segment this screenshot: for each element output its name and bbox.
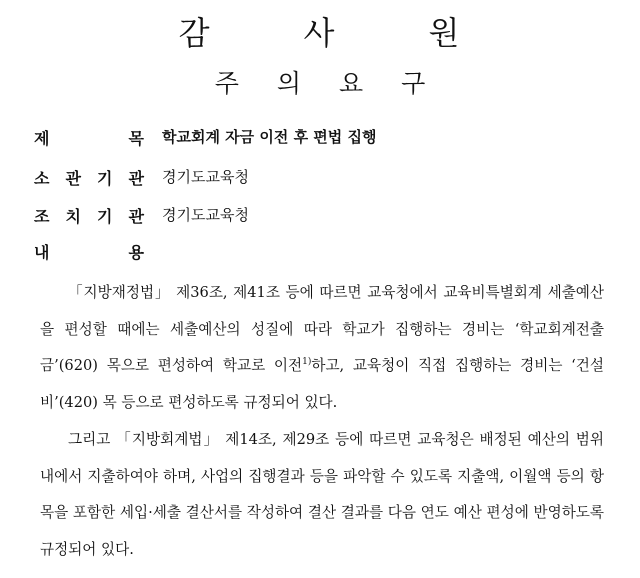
subject-label bbox=[34, 126, 144, 150]
agency-label bbox=[34, 166, 144, 190]
label-char: 제 bbox=[34, 129, 50, 148]
subject-value: 학교회계 자금 이전 후 편법 집행 bbox=[162, 128, 377, 146]
content-label bbox=[34, 240, 144, 264]
action-agency-label bbox=[34, 204, 144, 228]
title-char: 사 bbox=[303, 14, 337, 52]
label-char: 목 bbox=[128, 129, 144, 148]
agency-value: 경기도교육청 bbox=[162, 168, 249, 186]
label-char: 내 bbox=[34, 243, 50, 262]
document-subtitle bbox=[0, 64, 640, 100]
subtitle-char: 주 bbox=[214, 69, 239, 98]
label-char: 기 bbox=[97, 169, 113, 188]
title-char: 원 bbox=[428, 14, 462, 52]
label-char: 용 bbox=[128, 243, 144, 262]
paragraph-text: 하고, 교육청이 직접 집행하는 경비는 ‘건설비’(420) 목 등으로 편성하도록 규정되어 있다. bbox=[40, 357, 604, 411]
label-char: 기 bbox=[97, 207, 113, 226]
label-char: 치 bbox=[65, 207, 81, 226]
subtitle-char: 요 bbox=[339, 69, 364, 98]
document-title bbox=[0, 8, 640, 54]
label-char: 조 bbox=[34, 207, 50, 226]
subtitle-char: 구 bbox=[401, 69, 426, 98]
subtitle-char: 의 bbox=[276, 69, 301, 98]
action-agency-value: 경기도교육청 bbox=[162, 206, 249, 224]
paragraph-text: 「지방재정법」 제36조, 제41조 등에 따르면 교육청에서 교육비특별회계 세출예산을 편성할 때에는 세출예산의 성질에 따라 학교가 집행하는 경비는 ‘학교회계전출금’(620) 목으로 편성하여 학교로 이전 bbox=[40, 284, 604, 374]
label-char: 관 bbox=[128, 207, 144, 226]
body-paragraph-2: 그리고 「지방회계법」 제14조, 제29조 등에 따르면 교육청은 배정된 예산의 범위 내에서 지출하여야 하며, 사업의 집행결과 등을 파악할 수 있도록 지출액, 이월액 등의 항목을 포함한 세입·세출 결산서를 작성하여 결산 결과를 다음 연도 예산 편성에 반영하도록 규정되어 있다. bbox=[40, 431, 604, 558]
title-char: 감 bbox=[178, 14, 212, 52]
label-char: 관 bbox=[128, 169, 144, 188]
footnote-ref[interactable]: 1) bbox=[302, 357, 312, 367]
body-paragraph-1 bbox=[40, 275, 604, 421]
label-char: 소 bbox=[34, 169, 50, 188]
label-char: 관 bbox=[65, 169, 81, 188]
